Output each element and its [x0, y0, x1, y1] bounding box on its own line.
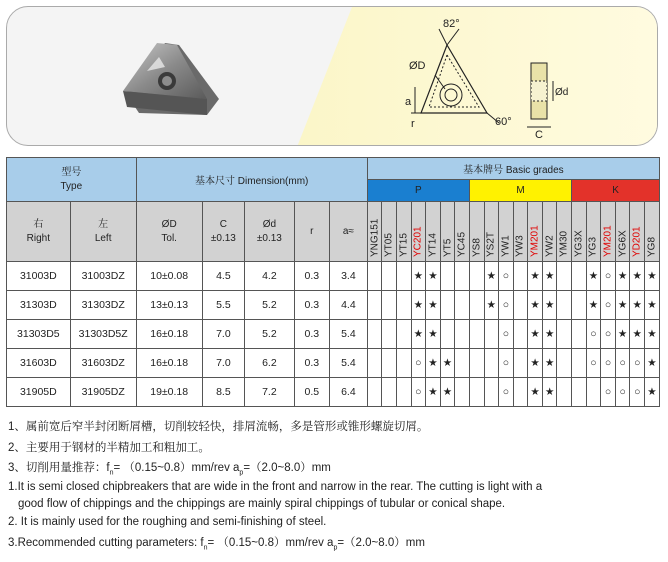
grade-mark: ○ [411, 378, 426, 407]
grade-mark: ★ [586, 291, 601, 320]
cell-d: 5.2 [245, 291, 295, 320]
grade-header [601, 202, 616, 262]
cell-right: 31603D [7, 349, 71, 378]
insert-drawing [7, 7, 658, 146]
grade-name: YM30 [558, 230, 570, 257]
col-right-en: Right [26, 232, 50, 244]
note-cn-1: 1、属前宽后窄半封闭断屑槽，切削较轻快，排屑流畅，多是管形或锥形螺旋切屑。 [8, 421, 429, 433]
grade-mark: ○ [615, 378, 630, 407]
cell-left: 31003DZ [70, 262, 136, 291]
cell-C: 5.5 [202, 291, 244, 320]
col-C-tol: ±0.13 [210, 232, 236, 244]
grade-mark [396, 262, 411, 291]
grade-mark: ○ [601, 349, 616, 378]
cell-left: 31303D5Z [70, 320, 136, 349]
table-row [7, 349, 660, 378]
grade-header [484, 202, 499, 262]
grade-mark [572, 320, 587, 349]
insert-grade-table [6, 157, 660, 407]
grade-mark: ○ [586, 349, 601, 378]
cell-right: 31303D5 [7, 320, 71, 349]
angle-60-label: 60° [495, 116, 512, 128]
grade-mark [513, 262, 528, 291]
col-D-label: ØD [161, 218, 177, 230]
grade-mark [367, 262, 382, 291]
grade-mark: ○ [630, 349, 645, 378]
grade-mark [586, 378, 601, 407]
grade-name: YG3 [587, 236, 599, 257]
grade-mark: ★ [630, 320, 645, 349]
note-cn-2: 2、主要用于钢材的半精加工和粗加工。 [8, 442, 210, 454]
grade-mark [382, 320, 397, 349]
grade-mark: ★ [542, 320, 557, 349]
cell-D: 16±0.18 [136, 320, 202, 349]
grade-mark: ★ [645, 262, 660, 291]
grade-mark: ○ [601, 291, 616, 320]
grade-name: YT14 [427, 233, 439, 257]
grade-mark [557, 349, 572, 378]
grade-name: YG3X [573, 230, 585, 257]
cell-C: 7.0 [202, 320, 244, 349]
cell-a: 5.4 [329, 320, 367, 349]
grade-mark [440, 320, 455, 349]
grade-header [528, 202, 543, 262]
note-cn-3-mid: = （0.15~0.8）mm/rev a [113, 462, 240, 474]
a-label: a [405, 96, 412, 108]
grade-mark: ★ [586, 262, 601, 291]
grade-mark: ★ [645, 291, 660, 320]
grade-mark [484, 378, 499, 407]
grade-mark [440, 291, 455, 320]
group-m: M [469, 180, 571, 202]
grade-mark [367, 349, 382, 378]
grade-header [382, 202, 397, 262]
grade-header [367, 202, 382, 262]
grade-mark [367, 378, 382, 407]
col-d-label: Ød [262, 218, 277, 230]
grade-header [572, 202, 587, 262]
grade-mark [572, 378, 587, 407]
grade-name: YT15 [398, 233, 410, 257]
grade-mark [469, 291, 484, 320]
grade-header [411, 202, 426, 262]
grade-mark [396, 349, 411, 378]
cell-r: 0.3 [294, 262, 329, 291]
grade-mark [440, 262, 455, 291]
grade-mark: ★ [528, 320, 543, 349]
insert-illustration-panel [6, 6, 658, 146]
grade-mark [367, 291, 382, 320]
grade-mark [572, 262, 587, 291]
grade-mark [382, 262, 397, 291]
note-cn-3-sub: n [109, 469, 114, 477]
grade-header [440, 202, 455, 262]
grade-name: YG8 [646, 236, 658, 257]
col-C-label: C [219, 218, 228, 230]
grade-mark: ★ [426, 291, 441, 320]
diameter-D-label: ØD [409, 60, 426, 72]
yellow-background [297, 7, 658, 146]
cell-d: 5.2 [245, 320, 295, 349]
grade-mark: ★ [615, 262, 630, 291]
grade-name: YNG151 [369, 218, 381, 257]
table-row [7, 320, 660, 349]
grade-mark: ○ [630, 378, 645, 407]
grade-mark: ○ [499, 262, 514, 291]
cell-left: 31603DZ [70, 349, 136, 378]
grade-mark [455, 378, 470, 407]
grade-header [645, 202, 660, 262]
note-en-3-suffix: =（2.0~8.0）mm [337, 537, 425, 549]
note-en-2: 2. It is mainly used for the roughing and semi-finishing of steel. [8, 516, 327, 528]
grade-header [455, 202, 470, 262]
grade-mark: ★ [440, 378, 455, 407]
cell-r: 0.3 [294, 349, 329, 378]
grade-header [630, 202, 645, 262]
grade-header [499, 202, 514, 262]
grade-mark [572, 349, 587, 378]
grade-mark [469, 349, 484, 378]
grade-name: YT5 [442, 238, 454, 257]
type-header [7, 158, 137, 202]
insert-photo [123, 43, 219, 115]
grade-mark: ★ [645, 378, 660, 407]
grade-mark: ★ [645, 349, 660, 378]
cell-d: 7.2 [245, 378, 295, 407]
grade-mark: ○ [586, 320, 601, 349]
angle-82-label: 82° [443, 18, 460, 30]
grade-mark: ○ [601, 378, 616, 407]
grade-mark [455, 291, 470, 320]
grade-mark [469, 378, 484, 407]
grade-mark: ★ [615, 320, 630, 349]
grade-header [426, 202, 441, 262]
grade-mark: ★ [411, 320, 426, 349]
grade-mark [469, 320, 484, 349]
cell-d: 4.2 [245, 262, 295, 291]
cell-right: 31303D [7, 291, 71, 320]
col-right-cn: 右 [33, 218, 44, 230]
note-en-3-sub2: p [333, 544, 338, 552]
cell-d: 6.2 [245, 349, 295, 378]
grade-mark: ★ [542, 378, 557, 407]
grade-mark [484, 349, 499, 378]
col-a-header: a≈ [329, 202, 367, 262]
cell-left: 31303DZ [70, 291, 136, 320]
grade-mark: ★ [528, 349, 543, 378]
grade-name: YM201 [602, 225, 614, 257]
grade-header [557, 202, 572, 262]
grade-mark: ★ [440, 349, 455, 378]
col-D-tol: Tol. [161, 232, 177, 244]
grades-header: 基本牌号 Basic grades [367, 158, 659, 180]
grade-name: YD201 [631, 226, 643, 257]
cell-a: 3.4 [329, 262, 367, 291]
grade-mark [382, 349, 397, 378]
cell-D: 10±0.08 [136, 262, 202, 291]
note-en-1b: good flow of chippings and the chippings are mainly spiral chippings of tubular or conical shape. [18, 498, 506, 510]
col-D-header [136, 202, 202, 262]
cell-a: 5.4 [329, 349, 367, 378]
grade-mark [367, 320, 382, 349]
group-k: K [572, 180, 660, 202]
col-left-cn: 左 [98, 218, 109, 230]
grade-name: YM201 [529, 225, 541, 257]
grade-name: YC201 [412, 226, 424, 257]
col-d-tol: ±0.13 [256, 232, 282, 244]
note-cn-3 [8, 459, 331, 476]
grade-mark: ★ [542, 349, 557, 378]
note-en-3-sub: n [203, 544, 208, 552]
grade-mark: ★ [484, 262, 499, 291]
grade-name: YG6X [617, 230, 629, 257]
cell-a: 6.4 [329, 378, 367, 407]
grade-mark: ○ [499, 291, 514, 320]
col-C-header [202, 202, 244, 262]
note-en-3-prefix: 3.Recommended cutting parameters: f [8, 537, 204, 549]
grade-mark [469, 262, 484, 291]
cell-r: 0.3 [294, 320, 329, 349]
cell-r: 0.3 [294, 291, 329, 320]
grade-mark: ★ [426, 349, 441, 378]
cell-D: 16±0.18 [136, 349, 202, 378]
grade-mark: ○ [615, 349, 630, 378]
grade-mark: ★ [542, 262, 557, 291]
table-row [7, 262, 660, 291]
grade-mark [455, 349, 470, 378]
grade-header [542, 202, 557, 262]
grade-mark [513, 320, 528, 349]
grade-mark: ○ [499, 349, 514, 378]
group-p: P [367, 180, 469, 202]
cell-D: 19±0.18 [136, 378, 202, 407]
grade-mark: ○ [601, 262, 616, 291]
grade-mark [513, 349, 528, 378]
note-cn-3-prefix: 3、切削用量推荐：f [8, 462, 110, 474]
grade-mark [557, 378, 572, 407]
cell-a: 4.4 [329, 291, 367, 320]
grade-mark [382, 291, 397, 320]
grade-name: YC45 [456, 231, 468, 257]
grade-mark: ★ [645, 320, 660, 349]
grade-mark [513, 378, 528, 407]
grade-mark [572, 291, 587, 320]
table-row [7, 378, 660, 407]
grade-mark: ○ [601, 320, 616, 349]
diameter-d-label: Ød [555, 87, 569, 98]
grade-header [469, 202, 484, 262]
grade-header [615, 202, 630, 262]
grade-header [513, 202, 528, 262]
grade-name: YS2T [485, 231, 497, 257]
cell-r: 0.5 [294, 378, 329, 407]
cell-left: 31905DZ [70, 378, 136, 407]
grade-mark [396, 320, 411, 349]
grade-mark: ★ [426, 262, 441, 291]
type-label-cn: 型号 [61, 166, 82, 178]
note-en-3-mid: = （0.15~0.8）mm/rev a [207, 537, 334, 549]
grade-mark: ★ [528, 291, 543, 320]
grade-mark: ★ [426, 378, 441, 407]
grade-mark: ★ [615, 291, 630, 320]
grade-header [586, 202, 601, 262]
grade-name: YW2 [544, 235, 556, 257]
grade-mark [382, 378, 397, 407]
col-r-header: r [294, 202, 329, 262]
cell-C: 4.5 [202, 262, 244, 291]
grade-mark: ★ [630, 262, 645, 291]
col-right-header [7, 202, 71, 262]
grade-mark: ★ [484, 291, 499, 320]
grade-mark [396, 378, 411, 407]
grade-mark [455, 262, 470, 291]
cell-D: 13±0.13 [136, 291, 202, 320]
grade-name: YW3 [514, 235, 526, 257]
cell-C: 8.5 [202, 378, 244, 407]
table-row [7, 291, 660, 320]
C-label: C [535, 129, 543, 141]
grade-mark [557, 291, 572, 320]
grade-mark [513, 291, 528, 320]
note-en-1a: 1.It is semi closed chipbreakers that are wide in the front and narrow in the rear. The cutting is light with a [8, 481, 543, 493]
cell-right: 31905D [7, 378, 71, 407]
type-label-en: Type [60, 180, 83, 192]
dimension-header: 基本尺寸 Dimension(mm) [136, 158, 367, 202]
note-cn-3-sub2: p [239, 469, 244, 477]
grade-mark: ★ [411, 291, 426, 320]
grade-mark [396, 291, 411, 320]
r-label: r [411, 118, 415, 130]
note-en-3 [8, 534, 425, 551]
grade-mark: ★ [542, 291, 557, 320]
cell-right: 31003D [7, 262, 71, 291]
grade-mark [484, 320, 499, 349]
grade-name: YW1 [500, 235, 512, 257]
grade-mark [557, 262, 572, 291]
col-left-en: Left [94, 232, 112, 244]
cell-C: 7.0 [202, 349, 244, 378]
grade-mark: ★ [528, 378, 543, 407]
grade-mark: ○ [411, 349, 426, 378]
col-left-header [70, 202, 136, 262]
grade-mark [455, 320, 470, 349]
grade-mark: ★ [426, 320, 441, 349]
grade-mark: ★ [630, 291, 645, 320]
grade-name: YS8 [471, 238, 483, 257]
grade-mark: ★ [411, 262, 426, 291]
grade-mark [557, 320, 572, 349]
note-cn-3-suffix: =（2.0~8.0）mm [243, 462, 331, 474]
grade-mark: ○ [499, 320, 514, 349]
col-d-header [245, 202, 295, 262]
grade-name: YT05 [383, 233, 395, 257]
grade-header [396, 202, 411, 262]
grade-mark: ○ [499, 378, 514, 407]
grade-mark: ★ [528, 262, 543, 291]
